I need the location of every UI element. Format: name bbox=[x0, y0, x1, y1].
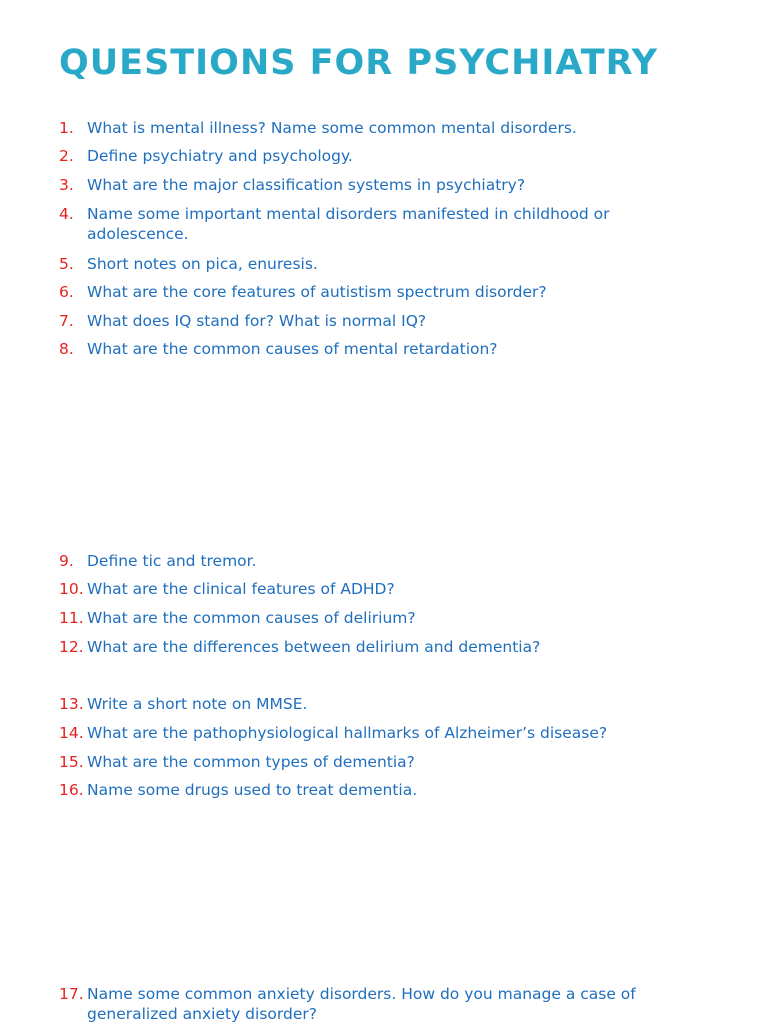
question-text: What are the pathophysiological hallmarks of Alzheimer’s disease? bbox=[87, 724, 608, 742]
question-text: Short notes on pica, enuresis. bbox=[87, 255, 318, 273]
question-item bbox=[59, 311, 659, 331]
question-number: 16. bbox=[59, 781, 84, 799]
question-text: What are the major classification systems in psychiatry? bbox=[87, 176, 526, 194]
question-item bbox=[59, 282, 659, 302]
question-item bbox=[59, 254, 659, 274]
question-item bbox=[59, 339, 659, 359]
question-item bbox=[59, 608, 659, 628]
question-number: 2. bbox=[59, 147, 74, 165]
question-text: Name some common anxiety disorders. How do you manage a case of generalized anxiety disorder? bbox=[87, 985, 636, 1023]
question-text: What is mental illness? Name some common mental disorders. bbox=[87, 119, 577, 137]
question-text: What are the common causes of mental retardation? bbox=[87, 340, 498, 358]
question-item bbox=[59, 694, 659, 714]
question-item bbox=[59, 984, 659, 1024]
page-title: QUESTIONS FOR PSYCHIATRY bbox=[59, 43, 659, 83]
question-item bbox=[59, 780, 659, 800]
question-item bbox=[59, 752, 659, 772]
question-text: Define psychiatry and psychology. bbox=[87, 147, 353, 165]
question-text: Name some important mental disorders manifested in childhood or adolescence. bbox=[87, 205, 610, 243]
question-number: 1. bbox=[59, 119, 74, 137]
question-item bbox=[59, 551, 659, 571]
question-number: 6. bbox=[59, 283, 74, 301]
question-text: What are the differences between delirium and dementia? bbox=[87, 638, 541, 656]
question-text: What are the common types of dementia? bbox=[87, 753, 415, 771]
question-item bbox=[59, 175, 659, 195]
question-number: 9. bbox=[59, 552, 74, 570]
question-number: 5. bbox=[59, 255, 74, 273]
question-text: Name some drugs used to treat dementia. bbox=[87, 781, 418, 799]
question-number: 13. bbox=[59, 695, 84, 713]
question-item bbox=[59, 579, 659, 599]
question-number: 11. bbox=[59, 609, 84, 627]
question-number: 14. bbox=[59, 724, 84, 742]
question-text: Define tic and tremor. bbox=[87, 552, 257, 570]
question-number: 17. bbox=[59, 985, 84, 1003]
question-item bbox=[59, 118, 659, 138]
question-text: Write a short note on MMSE. bbox=[87, 695, 308, 713]
question-item bbox=[59, 204, 659, 244]
question-item bbox=[59, 637, 659, 657]
question-text: What are the core features of autistism spectrum disorder? bbox=[87, 283, 547, 301]
question-number: 7. bbox=[59, 312, 74, 330]
question-number: 8. bbox=[59, 340, 74, 358]
question-number: 3. bbox=[59, 176, 74, 194]
question-text: What does IQ stand for? What is normal IQ? bbox=[87, 312, 427, 330]
question-text: What are the common causes of delirium? bbox=[87, 609, 416, 627]
question-item bbox=[59, 723, 659, 743]
question-number: 10. bbox=[59, 580, 84, 598]
question-number: 4. bbox=[59, 205, 74, 223]
question-number: 15. bbox=[59, 753, 84, 771]
question-number: 12. bbox=[59, 638, 84, 656]
question-text: What are the clinical features of ADHD? bbox=[87, 580, 395, 598]
question-item bbox=[59, 146, 659, 166]
